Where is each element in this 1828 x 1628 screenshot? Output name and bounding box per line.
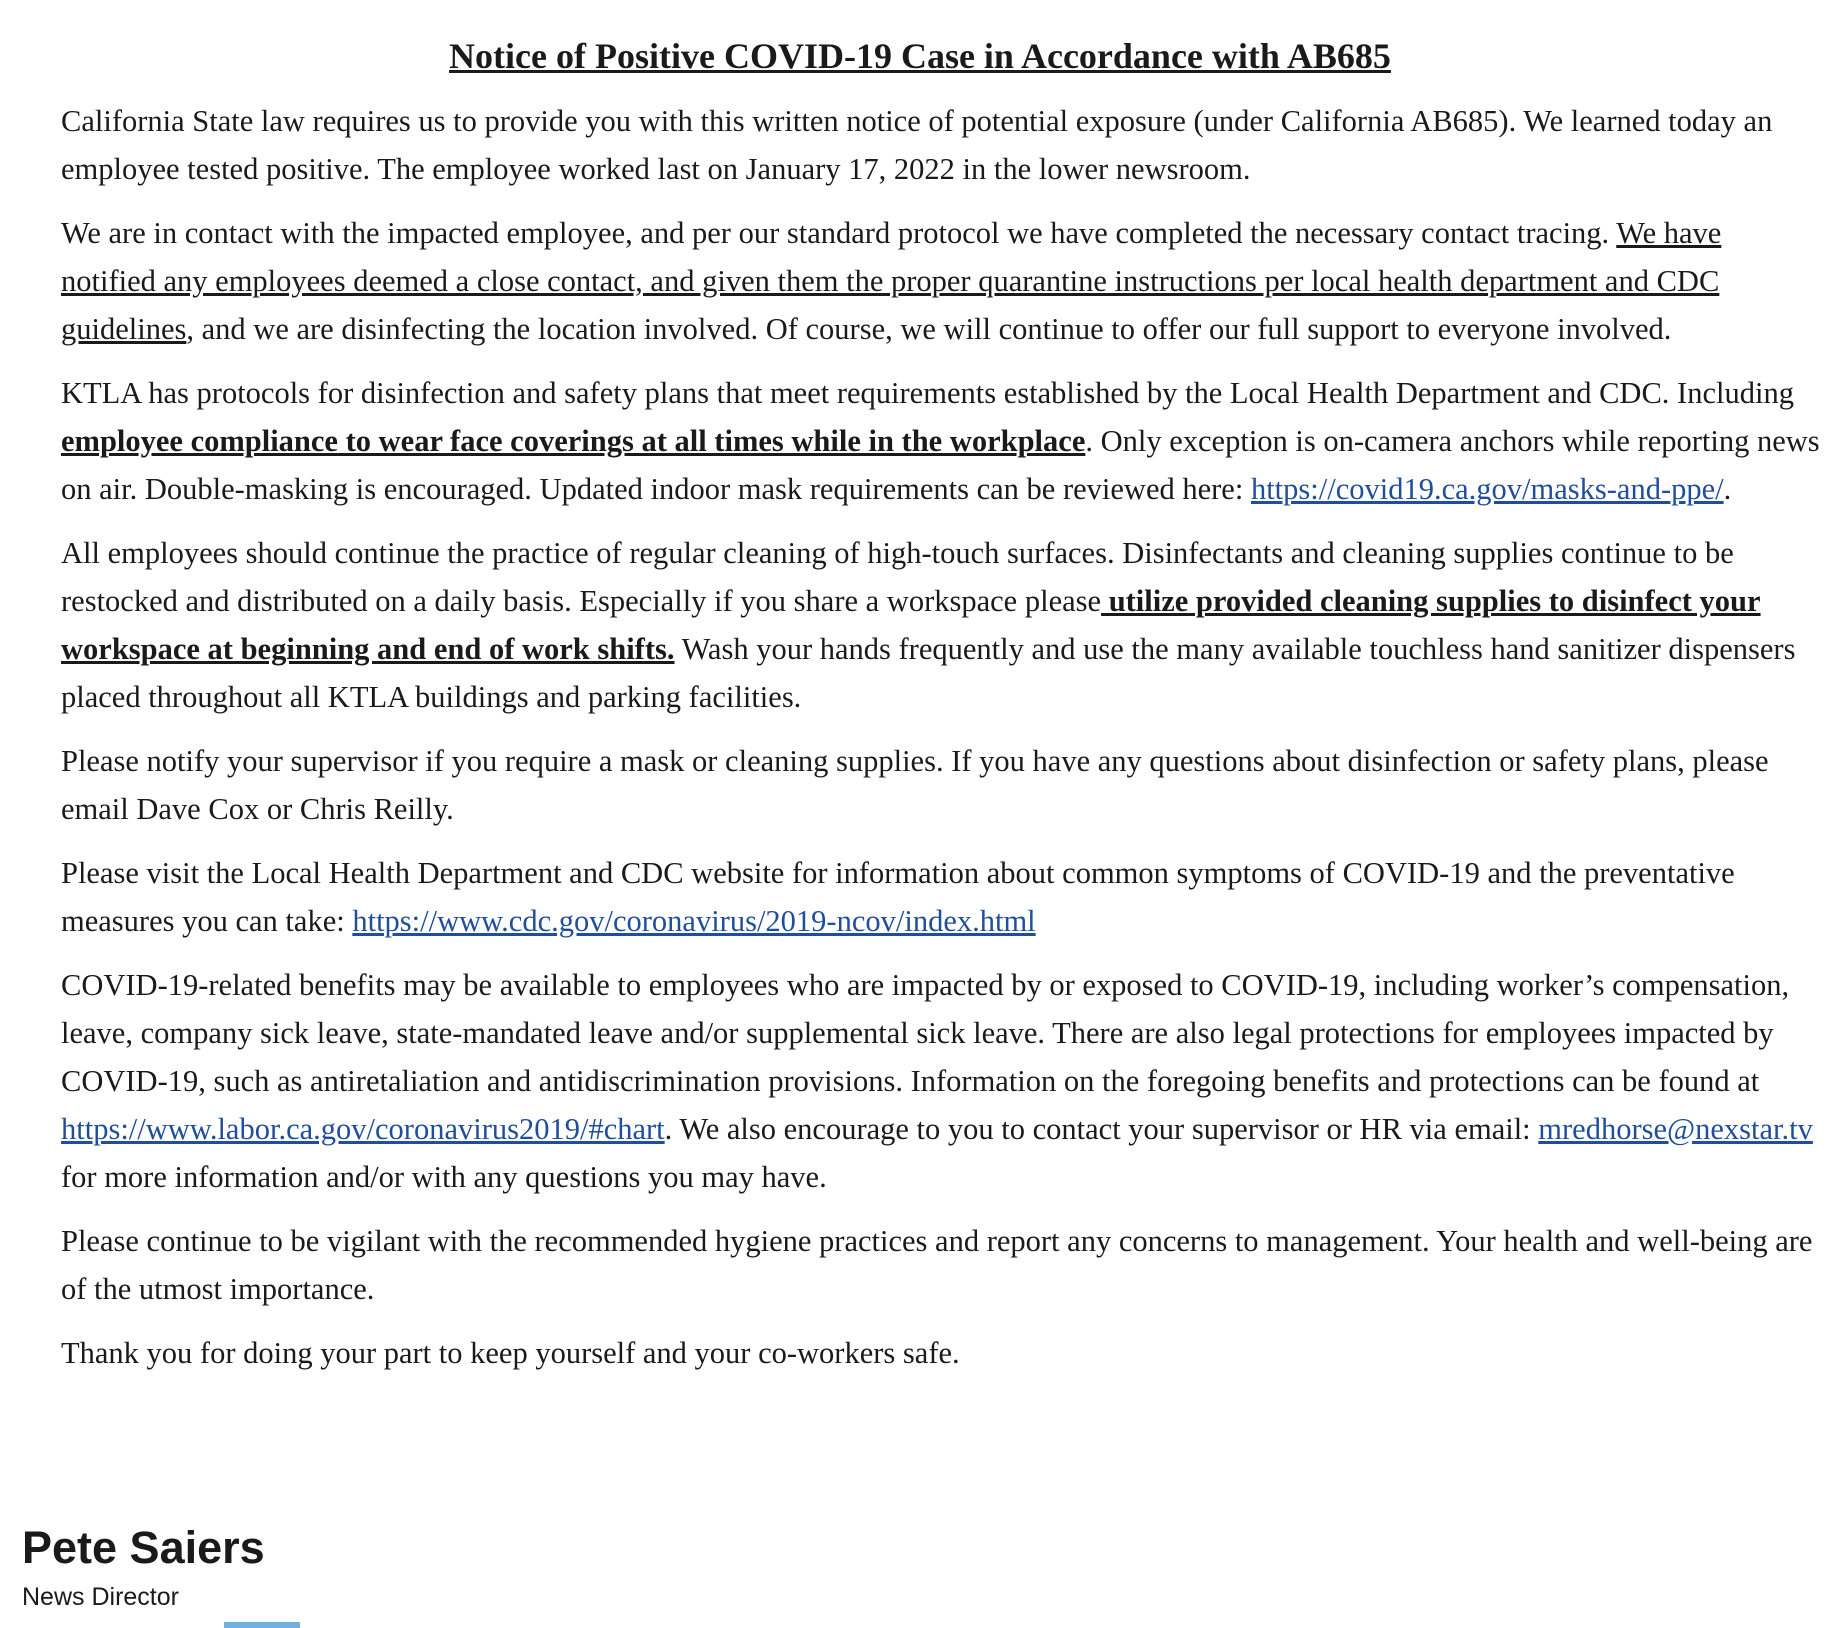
notice-title: Notice of Positive COVID-19 Case in Accordance with AB685 — [449, 36, 1391, 76]
close-contact-notice: We have notified any employees deemed a close contact, and given them the proper quarantine instructions per local health department and CDC guidelines — [61, 216, 1722, 346]
paragraph-supervisor-contact: Please notify your supervisor if you require a mask or cleaning supplies. If you have any questions about disinfection or safety plans, please email Dave Cox or Chris Reilly. — [61, 744, 1769, 826]
signature-name: Pete Saiers — [22, 1522, 265, 1573]
paragraph-legal-notice: California State law requires us to provide you with this written notice of potential exposure (under California AB685). We learned today an employee tested positive. The employee worked last on January 17, 2022 in the lower newsroom. — [61, 104, 1773, 186]
cdc-info-text: Please visit the Local Health Department and CDC website for information about common symptoms of COVID-19 and the preventative measures you can take: — [61, 856, 1735, 938]
cleaning-supplies-instruction: utilize provided cleaning supplies to disinfect your workspace at beginning and end of work shifts. — [61, 584, 1761, 666]
signature-block — [22, 1520, 265, 1614]
cleaning-text-end: Wash your hands frequently and use the many available touchless hand sanitizer dispensers placed throughout all KTLA buildings and parking facilities. — [61, 632, 1796, 714]
cleaning-text: All employees should continue the practice of regular cleaning of high-touch surfaces. Disinfectants and cleaning supplies continue to be restocked and distributed on a daily basis. Especially if you share a workspace please — [61, 536, 1734, 618]
benefits-text-end: for more information and/or with any questions you may have. — [61, 1160, 827, 1194]
paragraph-hygiene: Please continue to be vigilant with the recommended hygiene practices and report any concerns to management. Your health and well-being are of the utmost importance. — [61, 1224, 1813, 1306]
labor-ca-link[interactable]: https://www.labor.ca.gov/coronavirus2019/#chart — [61, 1112, 665, 1146]
cdc-link[interactable]: https://www.cdc.gov/coronavirus/2019-ncov/index.html — [352, 904, 1036, 938]
paragraph-benefits — [61, 961, 1821, 1201]
paragraph-thank-you: Thank you for doing your part to keep yourself and your co-workers safe. — [61, 1336, 960, 1370]
benefits-text: COVID-19-related benefits may be available to employees who are impacted by or exposed to COVID-19, including worker’s compensation, leave, company sick leave, state-mandated leave and/or supplemental sick leave. There are also legal protections for employees impacted by COVID-19, such as antiretaliation and antidiscrimination provisions. Information on the foregoing benefits and protections can be found at — [61, 968, 1790, 1098]
face-covering-requirement: employee compliance to wear face coverings at all times while in the workplace — [61, 424, 1086, 458]
paragraph-contact-tracing — [61, 209, 1821, 353]
paragraph-protocols — [61, 369, 1821, 513]
protocols-text-mid: . Only exception is on-camera anchors while reporting news on air. Double-masking is encouraged. Updated indoor mask requirements can be reviewed here: — [61, 424, 1820, 506]
signature-title: News Director — [22, 1583, 179, 1611]
hr-email-link[interactable]: mredhorse@nexstar.tv — [1538, 1112, 1813, 1146]
paragraph-cleaning — [61, 529, 1821, 721]
contact-tracing-text: We are in contact with the impacted employee, and per our standard protocol we have completed the necessary contact tracing. — [61, 216, 1617, 250]
protocols-text: KTLA has protocols for disinfection and safety plans that meet requirements established by the Local Health Department and CDC. Including — [61, 376, 1794, 410]
protocols-text-end: . — [1723, 472, 1732, 506]
notice-document — [61, 22, 1821, 1393]
signature-logo-strip — [224, 1622, 300, 1628]
masks-ppe-link[interactable]: https://covid19.ca.gov/masks-and-ppe/ — [1250, 472, 1724, 506]
benefits-text-mid: . We also encourage to you to contact your supervisor or HR via email: — [664, 1112, 1539, 1146]
paragraph-cdc-info — [61, 849, 1821, 945]
contact-tracing-text-end: , and we are disinfecting the location involved. Of course, we will continue to offer our full support to everyone involved. — [186, 312, 1672, 346]
